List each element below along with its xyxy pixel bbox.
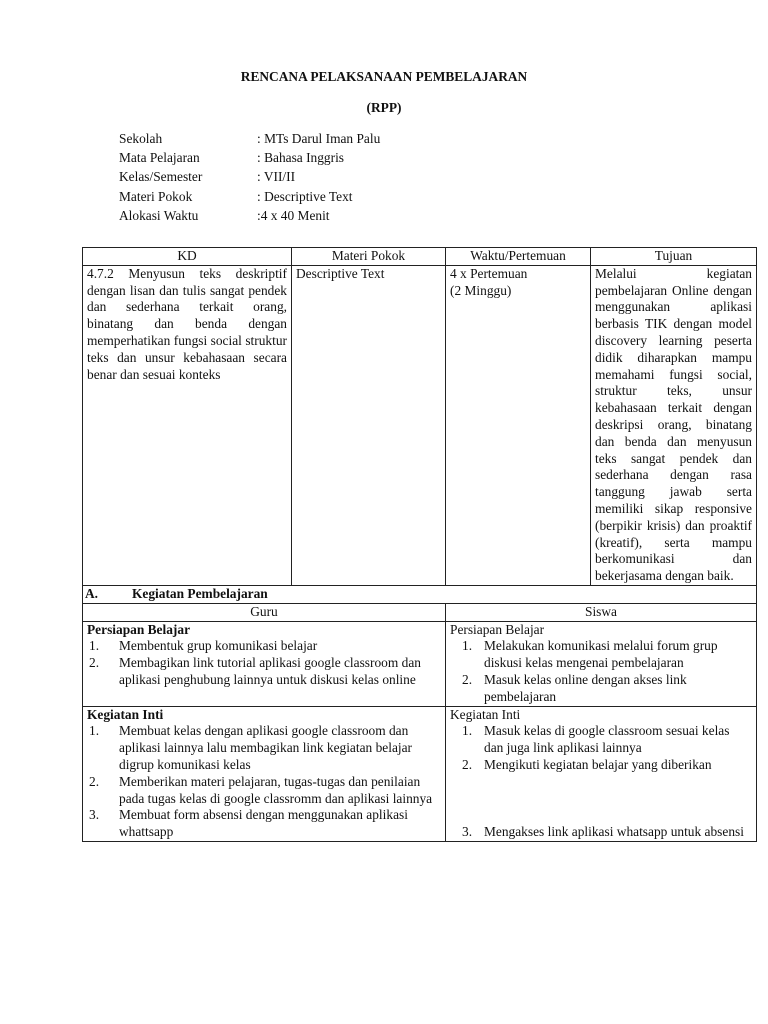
info-row-alokasi-waktu (119, 208, 380, 227)
item-number: 3. (462, 823, 473, 839)
table-row (83, 265, 757, 585)
info-value: : Bahasa Inggris (257, 150, 345, 166)
item-number: 2. (462, 671, 473, 687)
persiapan-guru-cell (83, 621, 446, 706)
list-item (450, 757, 752, 774)
item-number: 1. (89, 723, 100, 739)
item-text: Mengakses link aplikasi whatsapp untuk absensi (484, 823, 744, 839)
table-header-row (83, 248, 757, 266)
item-text: Membagikan link tutorial aplikasi google classroom dan aplikasi penghubung lainnya untuk diskusi kelas online (119, 655, 421, 687)
cell-kd: 4.7.2 Menyusun teks deskriptif dengan lisan dan tulis sangat pendek dan sederhana terkait orang, binatang dan benda dengan memperhatikan fungsi social struktur teks dan unsur kebahasaan secara benar dan sesuai konteks (83, 265, 292, 585)
persiapan-guru-list (87, 638, 441, 688)
waktu-pertemuan: 4 x Pertemuan (450, 265, 528, 281)
persiapan-row (83, 621, 757, 706)
cell-waktu (446, 265, 591, 585)
persiapan-siswa-cell (446, 621, 757, 706)
item-text: Mengikuti kegiatan belajar yang diberikan (484, 756, 712, 772)
list-item (450, 824, 752, 841)
list-item (87, 638, 441, 655)
list-item (87, 723, 441, 773)
header-materi-pokok: Materi Pokok (292, 248, 446, 266)
cell-materi-pokok: Descriptive Text (292, 265, 446, 585)
info-value: : VII/II (257, 169, 296, 185)
info-row-mata-pelajaran (119, 150, 380, 169)
item-text: Membentuk grup komunikasi belajar (119, 638, 318, 654)
document-title: RENCANA PELAKSANAAN PEMBELAJARAN (240, 69, 528, 84)
guru-siswa-header-row (83, 603, 757, 621)
inti-guru-list (87, 723, 441, 841)
identity-block (119, 131, 380, 227)
info-row-kelas-semester (119, 169, 380, 188)
item-number: 1. (462, 723, 473, 739)
info-row-materi-pokok (119, 189, 380, 208)
header-siswa: Siswa (446, 603, 757, 621)
section-a-row (83, 585, 757, 603)
item-number: 1. (462, 638, 473, 654)
inti-row (83, 706, 757, 841)
inti-siswa-title: Kegiatan Inti (450, 706, 521, 722)
list-item (87, 774, 441, 808)
header-guru: Guru (83, 603, 446, 621)
list-item (450, 723, 752, 757)
cell-tujuan: Melalui kegiatan pembelajaran Online dengan menggunakan aplikasi berbasis TIK dengan model discovery learning peserta didik diharapkan mampu memahami fungsi social, struktur teks, unsur kebahasaan terkait dengan deskripsi orang, binatang dan benda dan menyusun teks sangat pendek dan sederhana dengan rasa tanggung jawab serta memiliki sikap responsive (berpikir krisis) dan proaktif (kreatif), serta mampu berkomunikasi dan bekerjasama dengan baik. (591, 265, 757, 585)
item-text: Membuat kelas dengan aplikasi google classroom dan aplikasi lainnya lalu membagikan link kegiatan belajar digrup komunikasi kelas (119, 723, 413, 772)
item-text: Memberikan materi pelajaran, tugas-tugas dan penilaian pada tugas kelas di google classromm dan aplikasi lainnya (119, 773, 433, 806)
persiapan-siswa-list (450, 638, 752, 705)
info-label: Mata Pelajaran (119, 150, 200, 166)
item-number: 1. (89, 638, 100, 654)
info-label: Sekolah (119, 131, 163, 146)
persiapan-guru-title: Persiapan Belajar (87, 621, 191, 637)
info-label: Materi Pokok (119, 188, 193, 204)
section-a-title: Kegiatan Pembelajaran (132, 585, 268, 601)
item-number: 3. (89, 807, 100, 823)
info-value: :4 x 40 Menit (257, 207, 330, 223)
list-item (87, 807, 441, 841)
list-item (87, 655, 441, 689)
header-tujuan: Tujuan (591, 248, 757, 266)
info-label: Alokasi Waktu (119, 207, 199, 223)
item-text: Masuk kelas di google classroom sesuai kelas dan juga link aplikasi lainnya (484, 723, 730, 756)
item-text: Masuk kelas online dengan akses link pembelajaran (484, 671, 687, 704)
info-label: Kelas/Semester (119, 169, 203, 185)
list-item (450, 672, 752, 706)
item-number: 2. (89, 773, 100, 789)
document-subtitle: (RPP) (366, 100, 402, 115)
header-waktu-pertemuan: Waktu/Pertemuan (446, 248, 591, 266)
info-row-sekolah (119, 131, 380, 150)
inti-guru-title: Kegiatan Inti (87, 706, 164, 722)
item-text: Melakukan komunikasi melalui forum grup diskusi kelas mengenai pembelajaran (484, 638, 718, 671)
section-a-label: A. (85, 585, 99, 601)
persiapan-siswa-title: Persiapan Belajar (450, 621, 545, 637)
header-kd: KD (83, 248, 292, 266)
section-a-heading (83, 585, 757, 603)
item-number: 2. (462, 756, 473, 772)
inti-siswa-list (450, 723, 752, 840)
list-item (450, 638, 752, 672)
rpp-table (82, 247, 757, 842)
waktu-minggu: (2 Minggu) (450, 282, 512, 298)
inti-guru-cell (83, 706, 446, 841)
item-text: Membuat form absensi dengan menggunakan aplikasi whattsapp (119, 807, 408, 840)
inti-siswa-cell (446, 706, 757, 841)
item-number: 2. (89, 655, 100, 671)
info-value: : Descriptive Text (257, 188, 353, 204)
info-value: : MTs Darul Iman Palu (257, 131, 381, 146)
